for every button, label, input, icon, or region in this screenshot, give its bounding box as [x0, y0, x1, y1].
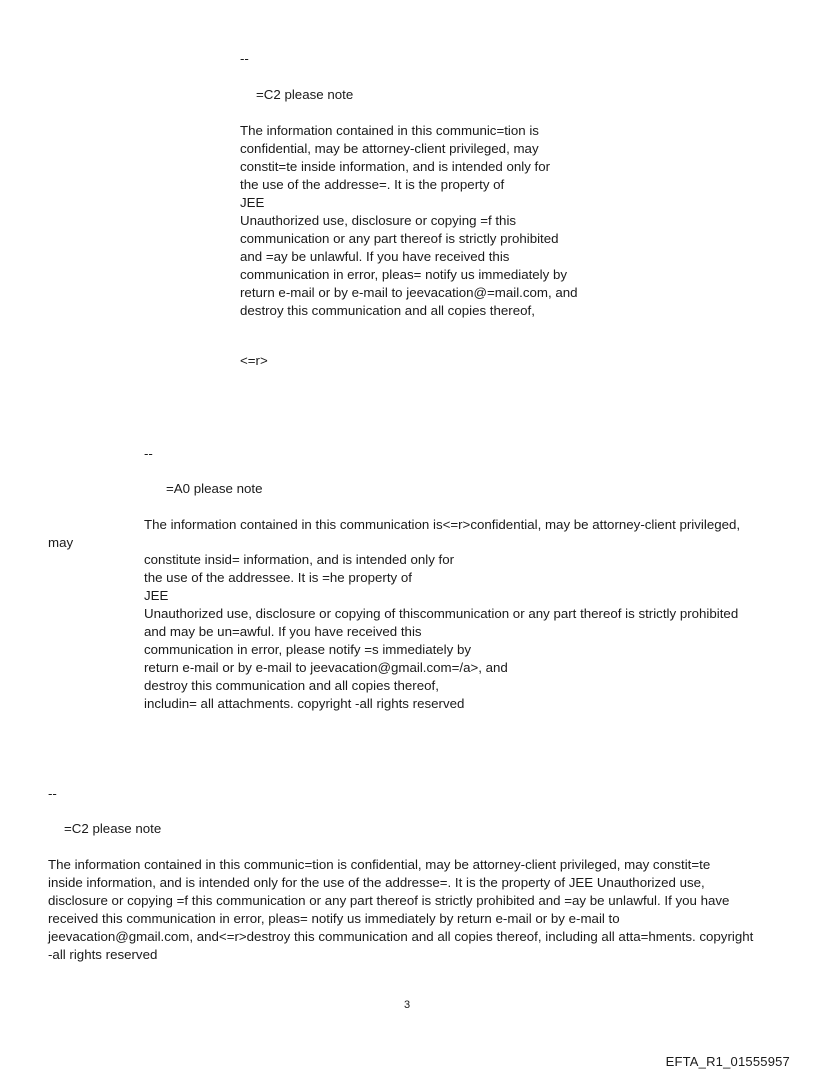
- text-line: may: [48, 535, 74, 550]
- separator: --: [144, 446, 153, 461]
- text-line: Unauthorized use, disclosure or copying of thiscommunication or any part thereof is strictly prohibited: [144, 606, 739, 621]
- text-line: communication in error, please notify =s immediately by: [144, 642, 472, 657]
- page-number: 3: [404, 999, 411, 1011]
- text-line: confidential, may be attorney-client privileged, may: [240, 141, 539, 156]
- note-heading: =C2 please note: [256, 87, 354, 102]
- document-id: EFTA_R1_01555957: [665, 1054, 790, 1069]
- text-line: and =ay be unlawful. If you have received this: [240, 249, 510, 264]
- text-line: received this communication in error, pleas= notify us immediately by return e-mail or by e-mail to: [48, 911, 620, 926]
- text-line: The information contained in this communication is<=r>confidential, may be attorney-client privileged,: [144, 517, 741, 532]
- text-line: -all rights reserved: [48, 947, 158, 962]
- text-line: constitute insid= information, and is intended only for: [144, 552, 455, 567]
- text-line: JEE: [240, 195, 265, 210]
- text-line: return e-mail or by e-mail to jeevacation@gmail.com=/a>, and: [144, 660, 508, 675]
- text-line: jeevacation@gmail.com, and<=r>destroy this communication and all copies thereof, including all atta=hments. copyright: [48, 929, 754, 944]
- markup-tag: <=r>: [240, 353, 268, 368]
- separator: --: [240, 51, 249, 66]
- note-heading: =C2 please note: [64, 821, 162, 836]
- text-line: Unauthorized use, disclosure or copying =f this: [240, 213, 517, 228]
- text-line: includin= all attachments. copyright -all rights reserved: [144, 696, 465, 711]
- text-line: and may be un=awful. If you have received this: [144, 624, 422, 639]
- text-line: destroy this communication and all copies thereof,: [144, 678, 439, 693]
- text-line: the use of the addresse=. It is the property of: [240, 177, 505, 192]
- disclaimer-paragraph: [240, 122, 578, 320]
- text-line: communication or any part thereof is strictly prohibited: [240, 231, 559, 246]
- disclaimer-paragraph: [144, 551, 738, 713]
- text-line: communication in error, pleas= notify us immediately by: [240, 267, 568, 282]
- separator: --: [48, 786, 57, 801]
- text-line: constit=te inside information, and is intended only for: [240, 159, 551, 174]
- text-line: inside information, and is intended only for the use of the addresse=. It is the property of JEE Unauthorized use,: [48, 875, 705, 890]
- disclaimer-paragraph: [48, 856, 753, 964]
- text-line: The information contained in this communic=tion is: [240, 123, 539, 138]
- text-line: disclosure or copying =f this communication or any part thereof is strictly prohibited and =ay be unlawful. If you have: [48, 893, 730, 908]
- text-line: JEE: [144, 588, 169, 603]
- text-line: the use of the addressee. It is =he property of: [144, 570, 412, 585]
- note-heading: =A0 please note: [166, 481, 263, 496]
- text-line: return e-mail or by e-mail to jeevacation@=mail.com, and: [240, 285, 578, 300]
- text-line: The information contained in this communic=tion is confidential, may be attorney-client privileged, may constit=te: [48, 857, 711, 872]
- text-line: destroy this communication and all copies thereof,: [240, 303, 535, 318]
